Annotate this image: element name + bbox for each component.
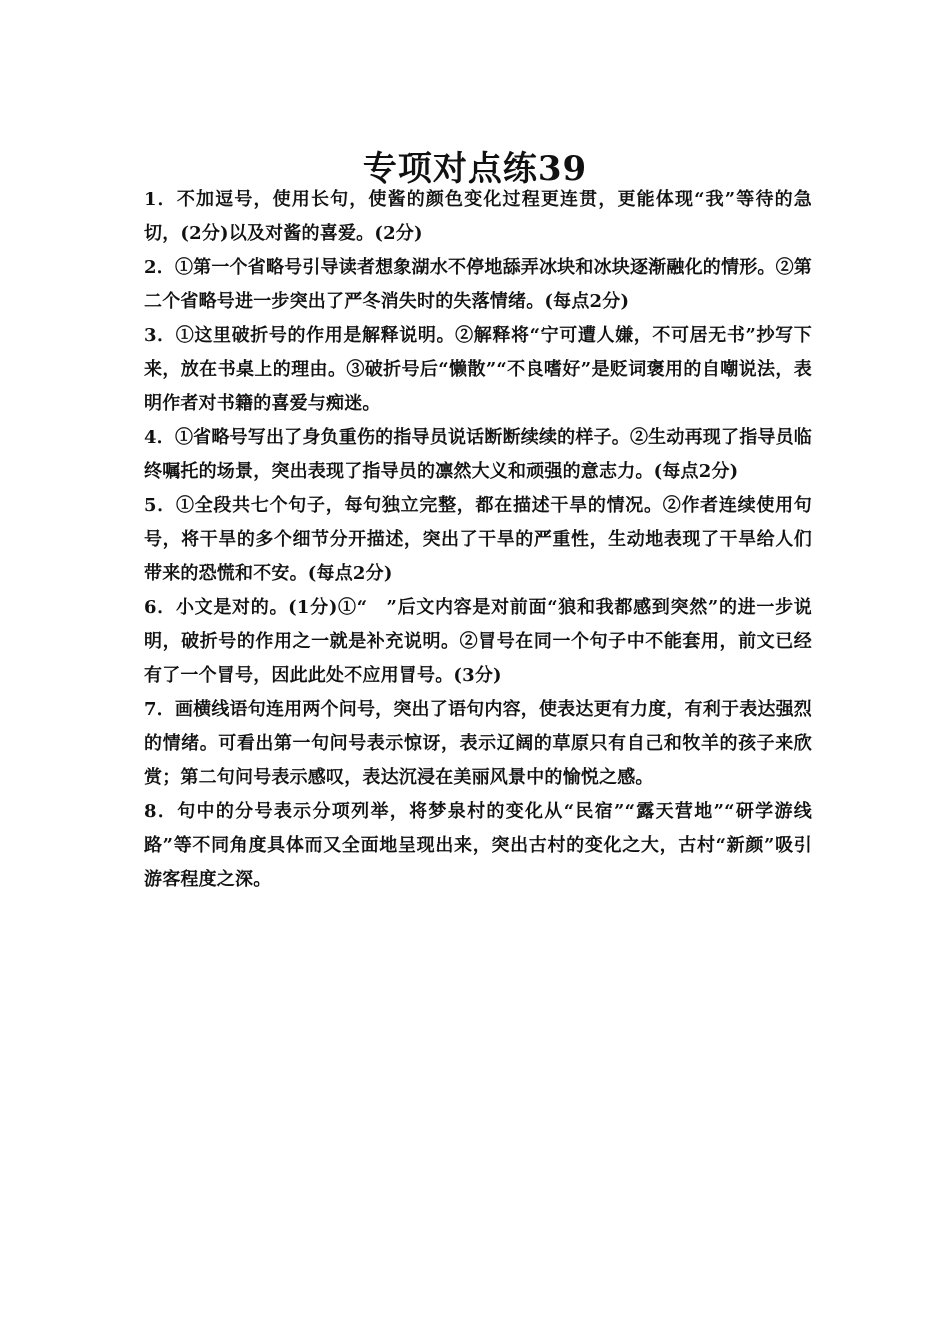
- answer-item-8: [144, 795, 812, 897]
- answer-item-4: [144, 421, 812, 489]
- answer-item-6: [144, 591, 812, 693]
- page-title: 专项对点练39: [362, 148, 588, 189]
- answer-item-3: [144, 319, 812, 421]
- answer-number: 1．: [144, 189, 177, 210]
- answer-number: 8．: [144, 801, 178, 822]
- answer-item-5: [144, 489, 812, 591]
- answer-text: ①全段共七个句子，每句独立完整，都在描述干旱的情况。②作者连续使用句号，将干旱的多个细节分开描述，突出了干旱的严重性，生动地表现了干旱给人们带来的恐慌和不安。(每点2分): [144, 495, 812, 584]
- answer-text: ①这里破折号的作用是解释说明。②解释将“宁可遭人嫌，不可居无书”抄写下来，放在书桌上的理由。③破折号后“懒散”“不良嗜好”是贬词褒用的自嘲说法，表明作者对书籍的喜爱与痴迷。: [144, 325, 812, 414]
- answer-item-2: [144, 251, 812, 319]
- answer-number: 6．: [144, 597, 176, 618]
- answer-number: 7．: [144, 699, 175, 720]
- answer-text: ①第一个省略号引导读者想象湖水不停地舔弄冰块和冰块逐渐融化的情形。②第二个省略号进一步突出了严冬消失时的失落情绪。(每点2分): [144, 257, 812, 312]
- answer-number: 4．: [144, 427, 175, 448]
- answer-number: 2．: [144, 257, 175, 278]
- answer-text: ①省略号写出了身负重伤的指导员说话断断续续的样子。②生动再现了指导员临终嘱托的场景，突出表现了指导员的凛然大义和顽强的意志力。(每点2分): [144, 427, 812, 482]
- answer-text: 句中的分号表示分项列举，将梦泉村的变化从“民宿”“露天营地”“研学游线路”等不同角度具体而又全面地呈现出来，突出古村的变化之大，古村“新颜”吸引游客程度之深。: [144, 801, 812, 890]
- answer-text: 小文是对的。(1分)①“ ”后文内容是对前面“狼和我都感到突然”的进一步说明，破折号的作用之一就是补充说明。②冒号在同一个句子中不能套用，前文已经有了一个冒号，因此此处不应用冒号。(3分): [144, 597, 812, 686]
- answer-list: [144, 183, 812, 897]
- answer-text: 不加逗号，使用长句，使酱的颜色变化过程更连贯，更能体现“我”等待的急切，(2分)以及对酱的喜爱。(2分): [144, 189, 812, 244]
- answer-item-7: [144, 693, 812, 795]
- answer-number: 3．: [144, 325, 176, 346]
- answer-item-1: [144, 183, 812, 251]
- answer-text: 画横线语句连用两个问号，突出了语句内容，使表达更有力度，有利于表达强烈的情绪。可看出第一句问号表示惊讶，表示辽阔的草原只有自己和牧羊的孩子来欣赏；第二句问号表示感叹，表达沉浸在美丽风景中的愉悦之感。: [144, 699, 812, 788]
- answer-number: 5．: [144, 495, 176, 516]
